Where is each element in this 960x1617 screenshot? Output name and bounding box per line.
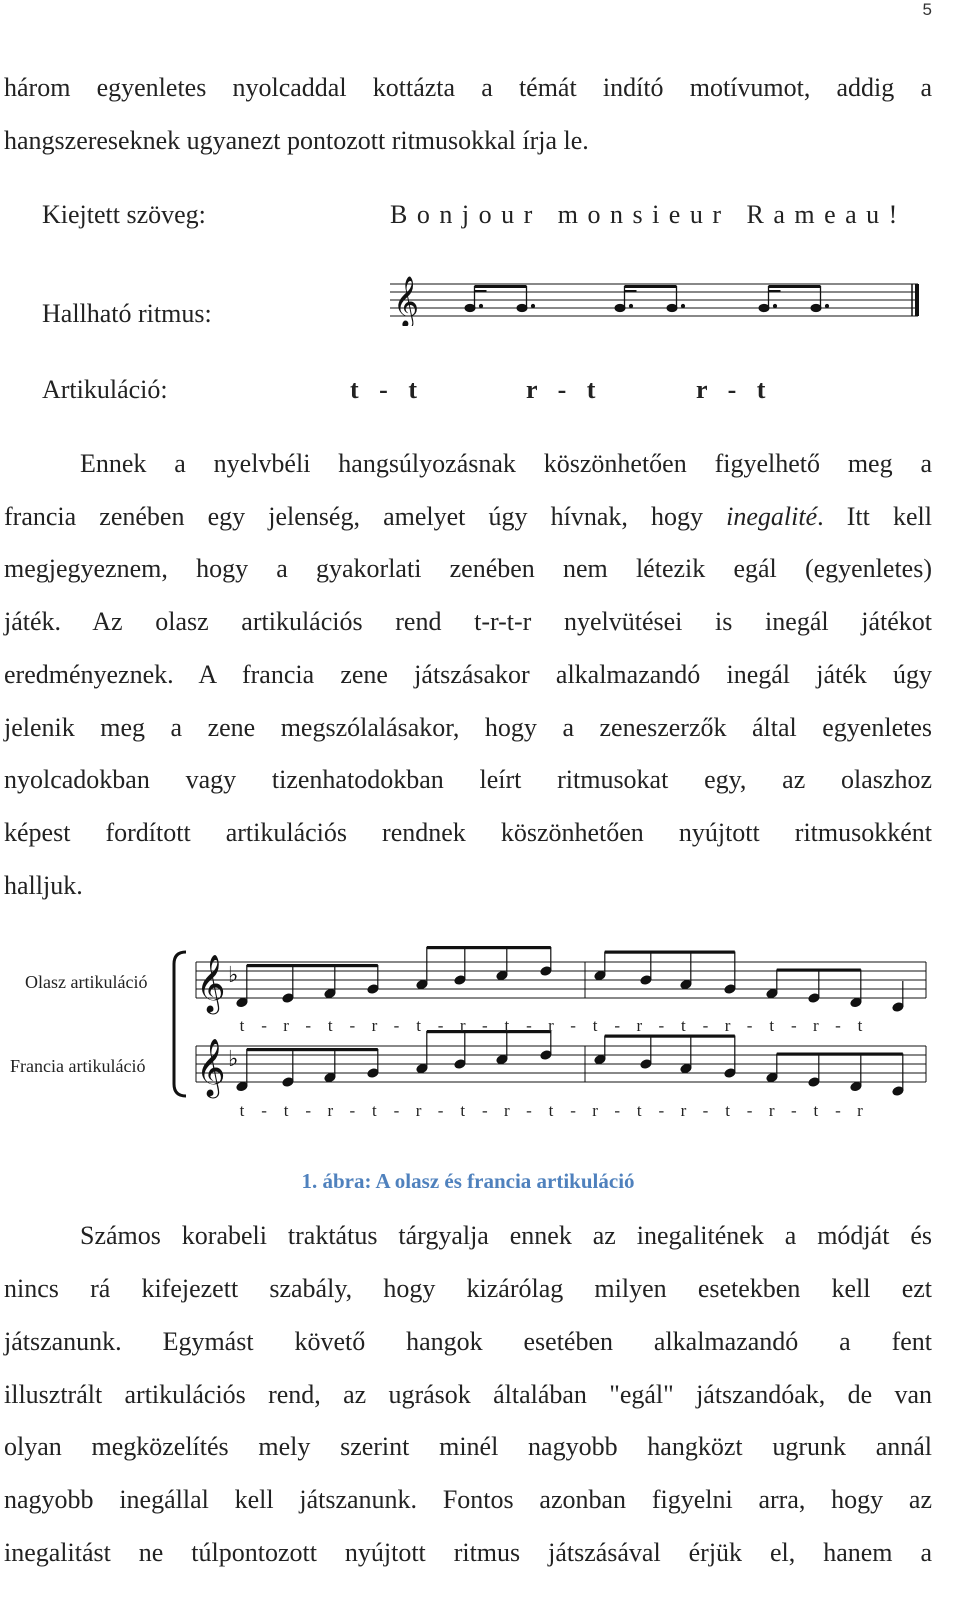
articulation-syllable: - [746,1016,753,1035]
articulation-syllable: t [372,1101,377,1120]
articulation-syllable: - [790,1101,797,1120]
rhythm-note-3 [615,304,625,311]
figure-beam [247,1048,378,1051]
term-inegalite: inegalité [726,502,818,531]
articulation-syllable: r [415,1101,422,1120]
articulation-syllable: r [592,1101,598,1120]
articulation-syllable: t [283,1101,289,1120]
articulation-syllable: t [416,1016,421,1035]
articulation-syllable: - [261,1016,267,1035]
rhythm-note-5 [759,304,769,311]
articulation-syllable: - [614,1101,621,1120]
flat-icon-1: ♭ [228,962,239,987]
para1-line-2-a: francia zenében egy jelenség, amelyet úgy hívnak, hogy [4,502,727,531]
articulation-syllable: r [857,1101,863,1120]
articulation-syllable: r [459,1016,466,1035]
para1-line-8: képest fordított artikulációs rendnek köszönhetően nyújtott ritmusokként [4,818,932,847]
rhythm-beam [475,285,527,288]
articulation-syllable: - [305,1016,312,1035]
para1-line-6: jelenik meg a zene megszólalásakor, hogy a zeneszerzők által egyenletes [4,713,932,742]
para1-line-3: megjegyeznem, hogy a gyakorlati zenében nem létezik egál (egyenletes) [4,554,932,583]
articulation-syllable: - [349,1101,356,1120]
articulation-syllable: - [835,1101,841,1120]
articulation-syllable: t [636,1101,642,1120]
articulation-syllable: - [526,1101,532,1120]
articulation-syllable: t [548,1101,554,1120]
intro-line-2: hangszereseknek ugyanezt pontozott ritmusokkal írja le. [4,126,589,155]
articulation-syllable: t [239,1101,245,1120]
rhythm-dot [531,304,534,307]
articulation-syllable: - [790,1016,797,1035]
articulation-syllable: r [327,1101,334,1120]
page-number: 5 [922,0,932,19]
figure-beam [427,946,551,949]
para1-line-4: játék. Az olasz artikulációs rend t-r-t-r nyelvütései is inegál játékot [4,607,932,636]
rhythm-note-6 [811,304,821,311]
articulation-syllable: r [768,1101,775,1120]
rhythm-beam-short [625,290,637,293]
treble-clef-icon-1: 𝄞 [196,955,226,1011]
articulation-syllable: - [261,1101,267,1120]
figure-caption: 1. ábra: A olasz és francia artikuláció [301,1169,635,1193]
articulation-syllable: - [305,1101,312,1120]
articulation-syllable: - [570,1101,576,1120]
articulation-syllable: - [349,1016,356,1035]
para1-line-5: eredményeznek. A francia zene játszásakor alkalmazandó inegál játék úgy [4,660,932,689]
articulation-syllable: r [680,1101,687,1120]
figure-beam [777,969,861,972]
rhythm-beam-short [475,290,487,293]
articulation-syllable: - [614,1016,621,1035]
articulation-syllable: r [724,1016,731,1035]
figure-beam [605,951,735,954]
rhythm-dot [681,304,684,307]
rhythm-notation [390,270,930,326]
articulation-syllable: - [526,1016,532,1035]
para1-line-7: nyolcadokban vagy tizenhatodokban leírt ritmusokat egy, az olaszhoz [4,765,932,794]
articulation-syllable: t [681,1016,686,1035]
para2-line-2: nincs rá kifejezett szabály, hogy kizárólag milyen esetekben kell ezt [4,1274,932,1303]
articulation-syllable: - [437,1016,444,1035]
spoken-text-label: Kiejtett szöveg: [42,200,206,229]
para2-line-4: illusztrált artikulációs rend, az ugrások általában "egál" játszandóak, de van [4,1380,932,1409]
articulation-syllable: t [504,1016,510,1035]
staff1-label: Olasz artikuláció [25,972,148,992]
articulation-syllable: - [393,1016,400,1035]
articulation-figure [0,940,940,1120]
articulation-syllable: - [393,1101,400,1120]
articulation-syllable: t [239,1016,245,1035]
articulation-syllable: - [658,1101,665,1120]
figure-beam [427,1030,551,1033]
rhythm-beam [769,285,821,288]
articulation-label: Artikuláció: [42,375,168,404]
rhythm-beam [625,285,677,288]
rhythm-note-4 [667,304,677,311]
articulation-syllable: r [636,1016,643,1035]
para2-line-1: Számos korabeli traktátus tárgyalja ennek az inegalitének a módját és [80,1221,932,1250]
para2-line-3: játszanunk. Egymást követő hangok esetében alkalmazandó a fent [4,1327,932,1356]
articulation-syllable: r [813,1016,819,1035]
articulation-syllable: - [481,1016,488,1035]
articulation-syllable: - [746,1101,753,1120]
para1-line-9: halljuk. [4,871,83,900]
para1-line-2 [4,502,932,532]
articulation-group-2: r - t [526,375,596,404]
articulation-syllable: r [283,1016,289,1035]
articulation-syllable: - [437,1101,444,1120]
articulation-group-1: t - t [350,375,417,404]
articulation-syllable: r [548,1016,554,1035]
articulation-syllable: - [658,1016,665,1035]
articulation-syllable: - [702,1101,709,1120]
rhythm-label: Hallható ritmus: [42,299,212,328]
articulation-syllable: t [327,1016,333,1035]
articulation-syllable: r [504,1101,510,1120]
para2-line-5: olyan megközelítés mely szerint minél nagyobb hangközt ugrunk annál [4,1432,932,1461]
rhythm-dot [825,304,828,307]
articulation-syllable: t [769,1016,775,1035]
articulation-syllable: t [857,1016,863,1035]
articulation-syllable: - [481,1101,488,1120]
system-bracket [174,952,186,1096]
figure-beam [247,964,378,967]
figure-beam [777,1053,903,1056]
figure-beam [605,1035,735,1038]
flat-icon-2: ♭ [228,1046,239,1071]
para2-line-7: inegalitást ne túlpontozott nyújtott ritmus játszásával érjük el, hanem a [4,1538,932,1567]
treble-clef-icon: 𝄞 [393,277,420,326]
intro-line-1: három egyenletes nyolcaddal kottázta a témát indító motívumot, addig a [4,73,932,102]
rhythm-note-2 [517,304,527,311]
rhythm-dot [629,304,632,307]
rhythm-dot [479,304,482,307]
rhythm-dot [773,304,776,307]
para2-line-6: nagyobb inegállal kell játszanunk. Fontos azonban figyelni arra, hogy az [4,1485,932,1514]
para1-line-1: Ennek a nyelvbéli hangsúlyozásnak köszönhetően figyelhető meg a [80,449,932,478]
articulation-syllable: - [570,1016,576,1035]
articulation-syllable: t [592,1016,598,1035]
treble-clef-icon-2: 𝄞 [196,1039,226,1095]
spoken-text: Bonjour monsieur Rameau! [390,200,907,229]
rhythm-beam-short [769,290,781,293]
articulation-group-3: r - t [696,375,766,404]
articulation-syllable: - [835,1016,841,1035]
para1-line-2-b: . Itt kell [817,502,932,531]
articulation-syllable: t [460,1101,466,1120]
rhythm-note-1 [465,304,475,311]
articulation-syllable: t [813,1101,819,1120]
staff2-label: Francia artikuláció [10,1056,146,1076]
articulation-syllable: t [725,1101,730,1120]
articulation-syllable: - [702,1016,709,1035]
articulation-syllable: r [371,1016,378,1035]
